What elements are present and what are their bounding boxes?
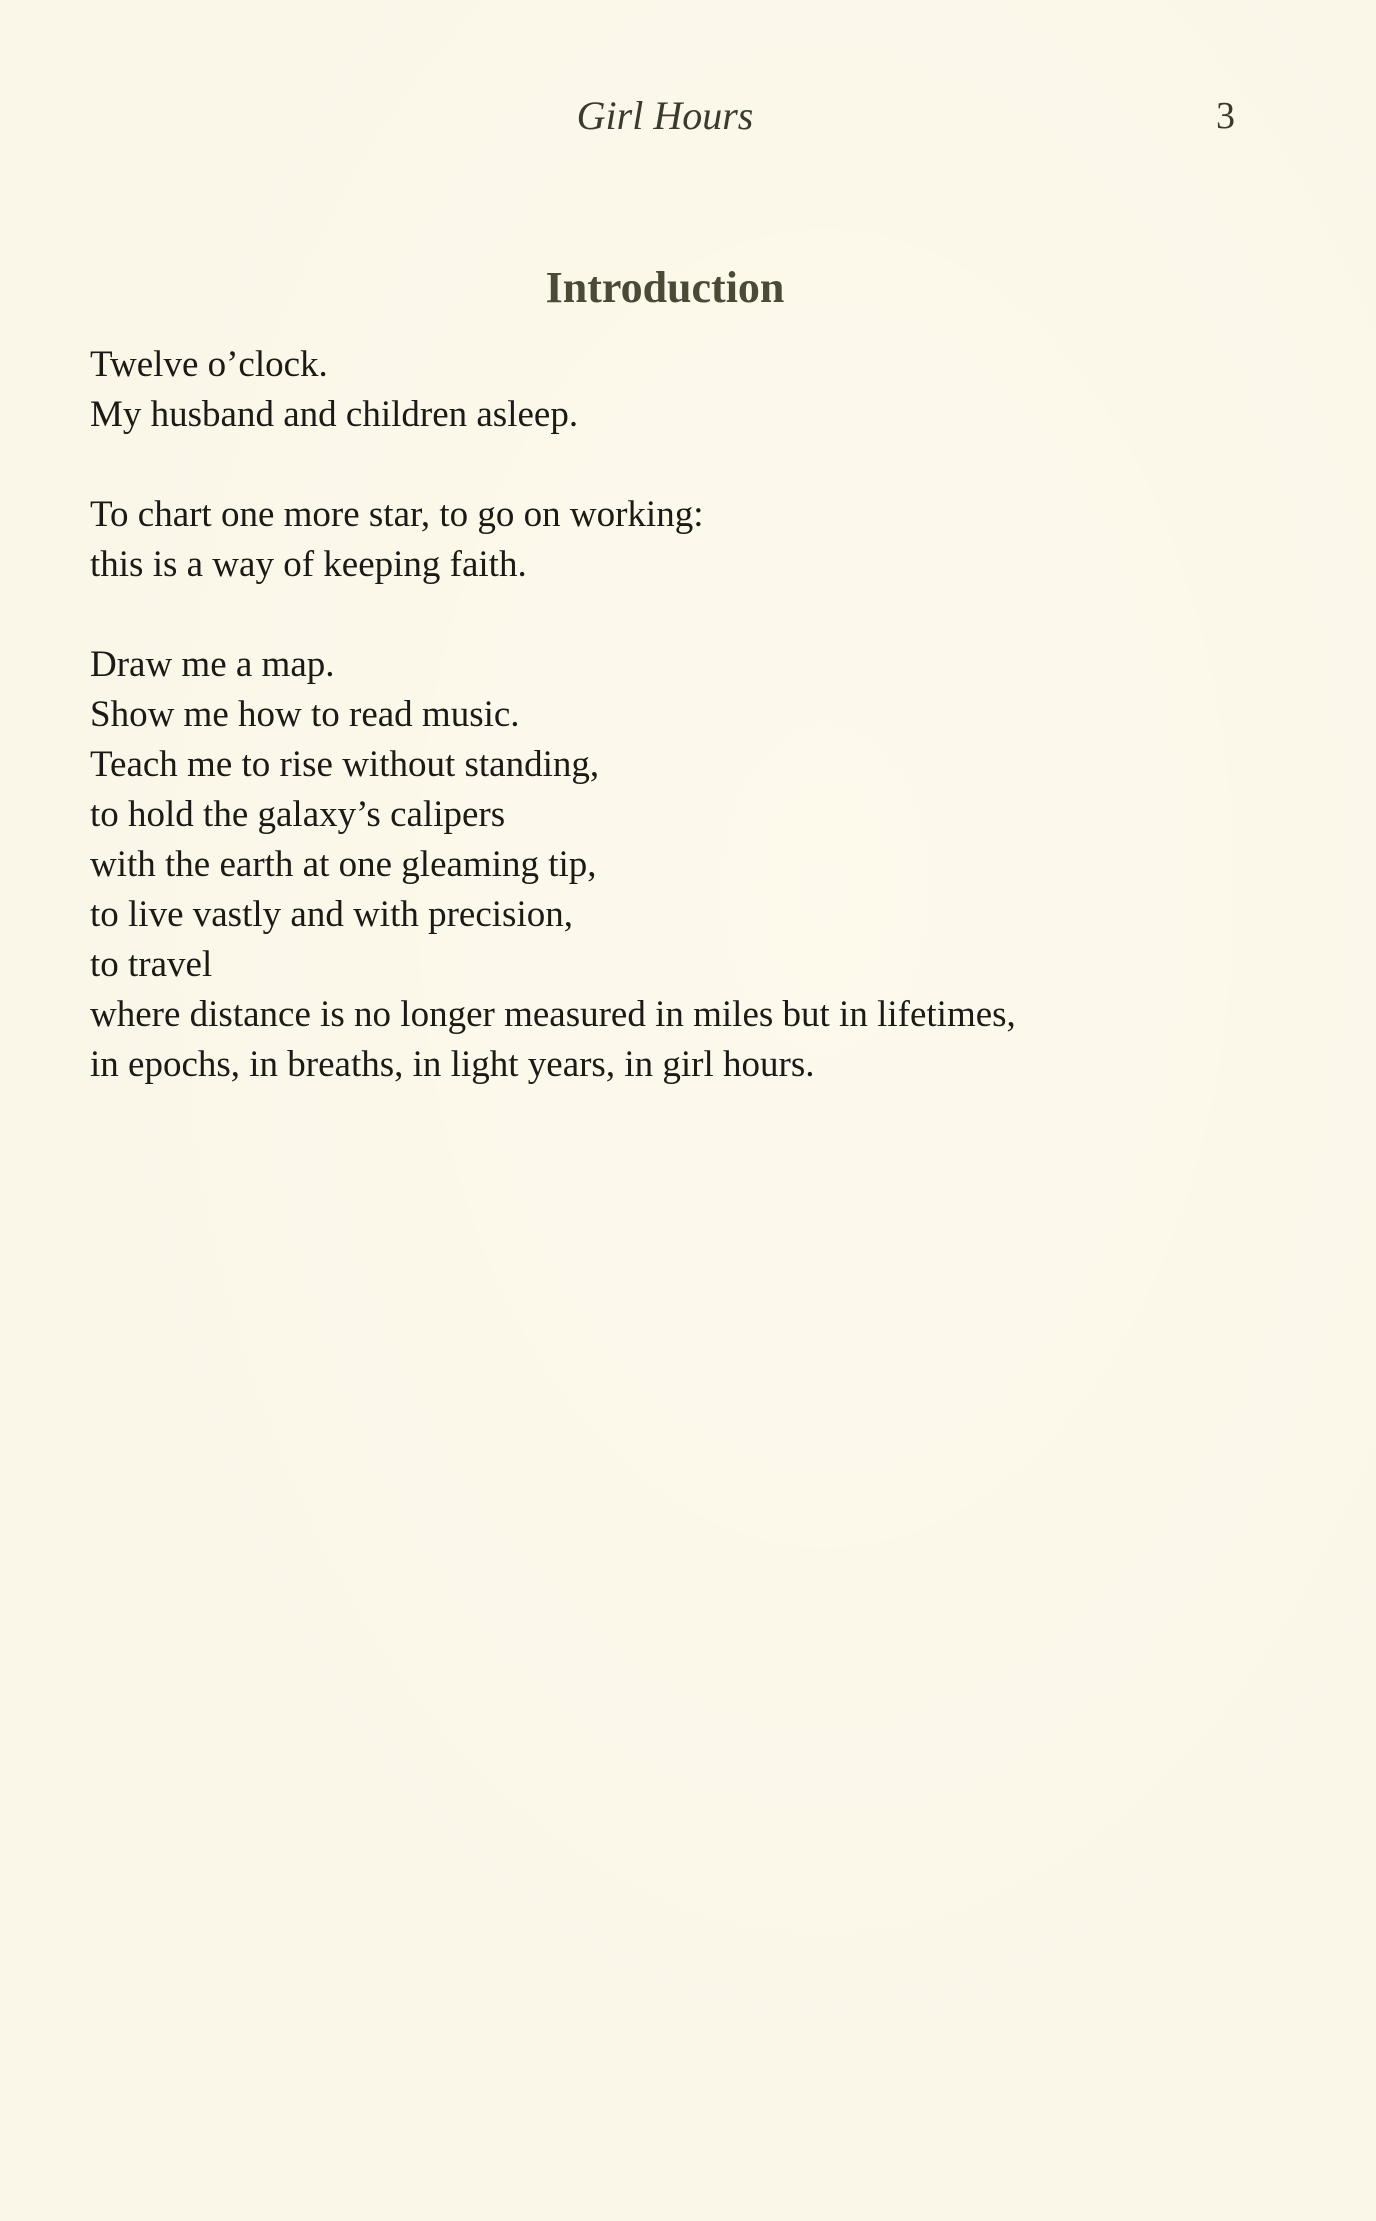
section-heading: Introduction bbox=[545, 263, 785, 312]
poem-line: Twelve o’clock. bbox=[90, 344, 328, 385]
poem-line: My husband and children asleep. bbox=[90, 394, 579, 435]
stanza-break bbox=[90, 440, 1290, 490]
poem-line: with the earth at one gleaming tip, bbox=[90, 844, 597, 885]
poem-line: in epochs, in breaths, in light years, in girl hours. bbox=[90, 1044, 815, 1085]
poem-line: to hold the galaxy’s calipers bbox=[90, 794, 506, 835]
stanza-break bbox=[90, 590, 1290, 640]
poem-line: to travel bbox=[90, 944, 213, 985]
poem-line: where distance is no longer measured in miles but in lifetimes, bbox=[90, 994, 1016, 1035]
running-title: Girl Hours bbox=[576, 93, 754, 138]
poem-line: To chart one more star, to go on working: bbox=[90, 494, 704, 535]
poem-line: to live vastly and with precision, bbox=[90, 894, 573, 935]
poem-line: Teach me to rise without standing, bbox=[90, 744, 600, 785]
poem-line: Draw me a map. bbox=[90, 644, 335, 685]
poem-line: this is a way of keeping faith. bbox=[90, 544, 527, 585]
poem-line: Show me how to read music. bbox=[90, 694, 520, 735]
page-number: 3 bbox=[1216, 95, 1235, 137]
poem-body bbox=[90, 340, 1290, 1090]
